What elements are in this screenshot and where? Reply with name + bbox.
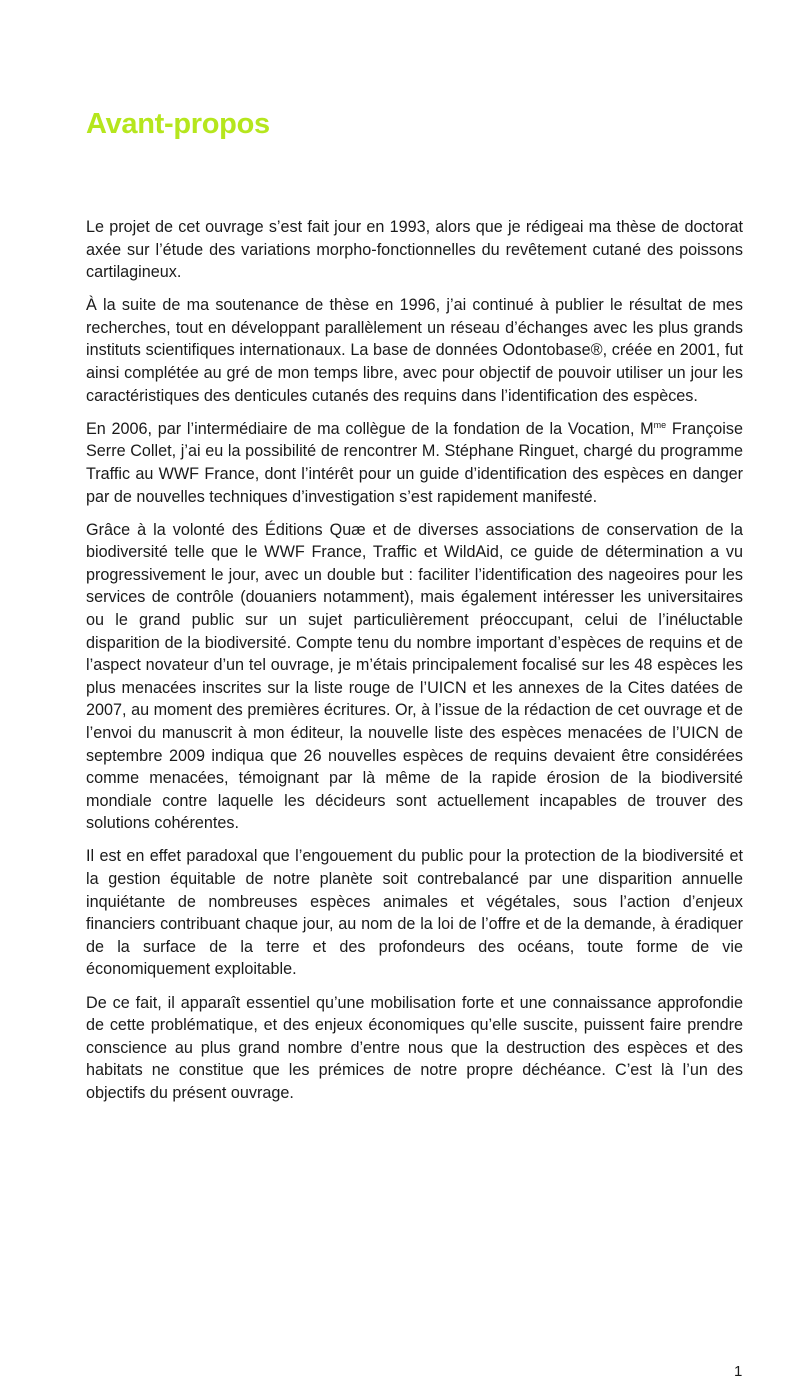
paragraph-3-part-2: Françoise Serre Collet, j’ai eu la possibilité de rencontrer M. Stéphane Ringuet, chargé du programme Traffic au WWF France, dont l’intérêt pour un guide d’identification des espèces en danger par de nouvelles techniques d’investigation s’est rapidement manifesté. — [86, 419, 743, 506]
page-title: Avant-propos — [86, 108, 270, 140]
paragraph-3-part-1: En 2006, par l’intermédiaire de ma collègue de la fondation de la Vocation, M — [86, 419, 654, 438]
paragraph-1: Le projet de cet ouvrage s’est fait jour en 1993, alors que je rédigeai ma thèse de doctorat axée sur l’étude des variations morpho-fonctionnelles du revêtement cutané des poissons cartilagineux. — [86, 218, 743, 282]
body-text — [86, 216, 743, 1115]
page-number: 1 — [734, 1363, 743, 1380]
paragraph-6: De ce fait, il apparaît essentiel qu’une mobilisation forte et une connaissance approfondie de cette problématique, et des enjeux économiques qu’elle suscite, puissent faire prendre conscience au plus grand nombre d’entre nous que la destruction des espèces et des habitats ne constitue que les prémices de notre propre déchéance. C’est là l’un des objectifs du présent ouvrage. — [86, 993, 743, 1102]
superscript-me: me — [653, 419, 667, 430]
paragraph-2: À la suite de ma soutenance de thèse en 1996, j’ai continué à publier le résultat de mes recherches, tout en développant parallèlement un réseau d’échanges avec les plus grands instituts scientifiques internationaux. La base de données Odontobase®, créée en 2001, fut ainsi complétée au gré de mon temps libre, avec pour objectif de pouvoir utiliser un jour les caractéristiques des denticules cutanés des requins dans l’identification des espèces. — [86, 296, 743, 405]
paragraph-5: Il est en effet paradoxal que l’engouement du public pour la protection de la biodiversité et la gestion équitable de notre planète soit contrebalancé par une disparition annuelle inquiétante de nombreuses espèces animales et végétales, sous l’action d’enjeux financiers contribuant chaque jour, au nom de la loi de l’offre et de la demande, à éradiquer de la surface de la terre et des profondeurs des océans, toute forme de vie économiquement exploitable. — [86, 847, 743, 979]
paragraph-4: Grâce à la volonté des Éditions Quæ et de diverses associations de conservation de la biodiversité telle que le WWF France, Traffic et WildAid, ce guide de détermination a vu progressivement le jour, avec un double but : faciliter l’identification des nageoires pour les services de contrôle (douaniers notamment), mais également intéresser les universitaires ou le grand public sur un sujet particulièrement préoccupant, celui de l’inéluctable disparition de la biodiversité. Compte tenu du nombre important d’espèces de requins et de l’aspect novateur d’un tel ouvrage, je m’étais principalement focalisé sur les 48 espèces les plus menacées inscrites sur la liste rouge de l’UICN et les annexes de la Cites datées de 2007, au moment des premières écritures. Or, à l’issue de la rédaction de cet ouvrage et de l’envoi du manuscrit à mon éditeur, la nouvelle liste des espèces menacées de l’UICN de septembre 2009 indiqua que 26 nouvelles espèces de requins devaient être considérées comme menacées, témoignant par là même de la rapide érosion de la biodiversité mondiale contre laquelle les décideurs sont actuellement incapables de trouver des solutions cohérentes. — [86, 520, 743, 833]
paragraph-3 — [86, 418, 743, 508]
